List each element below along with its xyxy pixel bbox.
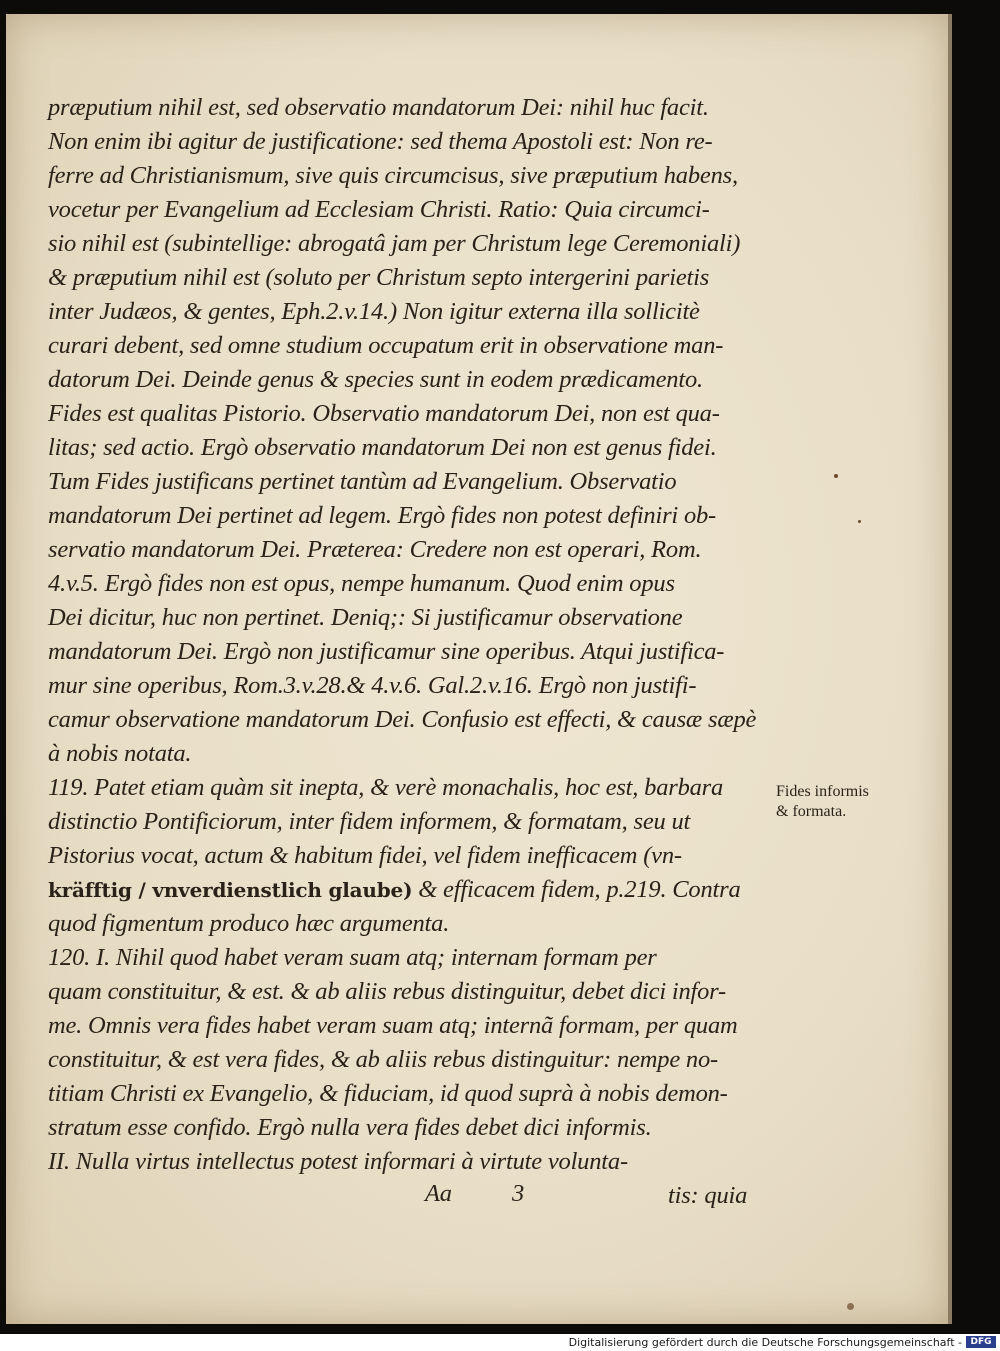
text-line: Tum Fides justificans pertinet tantùm ad Evangelium. Observatio [48, 468, 677, 495]
text-line: & præputium nihil est (soluto per Christum septo intergerini parietis [48, 264, 710, 291]
text-line: curari debent, sed omne studium occupatum erit in observatione man- [48, 332, 724, 359]
text-line: mur sine operibus, Rom.3.v.28.& 4.v.6. Gal.2.v.16. Ergò non justifi- [48, 672, 697, 699]
text-line: inter Judæos, & gentes, Eph.2.v.14.) Non igitur externa illa sollicitè [48, 298, 700, 325]
text-line: ferre ad Christianismum, sive quis circumcisus, sive præputium habens, [48, 162, 738, 189]
text-line: Non enim ibi agitur de justificatione: sed thema Apostoli est: Non re- [48, 128, 713, 155]
text-line: servatio mandatorum Dei. Præterea: Credere non est operari, Rom. [48, 536, 702, 563]
text-line: stratum esse confido. Ergò nulla vera fides debet dici informis. [48, 1114, 652, 1141]
text-line: Fides est qualitas Pistorio. Observatio mandatorum Dei, non est qua- [48, 400, 720, 427]
text-line: mandatorum Dei. Ergò non justificamur sine operibus. Atqui justifica- [48, 638, 725, 665]
text-line: sio nihil est (subintellige: abrogatâ jam per Christum lege Ceremoniali) [48, 230, 741, 257]
text-line: quod figmentum produco hæc argumenta. [48, 910, 450, 937]
text-line: Pistorius vocat, actum & habitum fidei, vel fidem inefficacem (vn- [48, 842, 682, 869]
german-gloss: kräfftig / vnverdienstlich glaube) [48, 878, 413, 902]
marginal-note-line: Fides informis [776, 783, 869, 800]
text-line: 4.v.5. Ergò fides non est opus, nempe humanum. Quod enim opus [48, 570, 675, 597]
marginal-note [776, 782, 869, 822]
text-line: datorum Dei. Deinde genus & species sunt in eodem prædicamento. [48, 366, 703, 393]
paragraph-119: 119. Patet etiam quàm sit inepta, & verè monachalis, hoc est, barbara [48, 774, 724, 801]
paper-stain [858, 520, 861, 523]
text-line: constituitur, & est vera fides, & ab aliis rebus distinguitur: nempe no- [48, 1046, 718, 1073]
text-fragment: & efficacem fidem, p.219. Contra [412, 876, 741, 903]
funding-credit: Digitalisierung gefördert durch die Deutsche Forschungsgemeinschaft - [568, 1336, 962, 1349]
paper-stain [847, 1303, 854, 1310]
signature-mark: Aa [425, 1180, 452, 1207]
text-line: quam constituitur, & est. & ab aliis rebus distinguitur, debet dici infor- [48, 978, 726, 1005]
mixed-script-line [48, 876, 741, 904]
text-line: camur observatione mandatorum Dei. Confusio est effecti, & causæ sæpè [48, 706, 757, 733]
text-line: distinctio Pontificiorum, inter fidem informem, & formatam, seu ut [48, 808, 691, 835]
paragraph-120: 120. I. Nihil quod habet veram suam atq; internam formam per [48, 944, 657, 971]
page-number: 3 [512, 1180, 525, 1207]
marginal-note-line: & formata. [776, 803, 847, 820]
text-line: à nobis notata. [48, 740, 192, 767]
paper-stain [834, 474, 838, 478]
catchword: tis: quia [668, 1182, 748, 1209]
dfg-logo: DFG [966, 1336, 996, 1348]
text-line: Dei dicitur, huc non pertinet. Deniq;: Si justificamur observatione [48, 604, 683, 631]
text-line: me. Omnis vera fides habet veram suam atq; internã formam, per quam [48, 1012, 738, 1039]
page-edge [948, 14, 952, 1324]
paragraph-ii: II. Nulla virtus intellectus potest informari à virtute volunta- [48, 1148, 628, 1175]
text-line: litas; sed actio. Ergò observatio mandatorum Dei non est genus fidei. [48, 434, 717, 461]
text-line: præputium nihil est, sed observatio mandatorum Dei: nihil huc facit. [48, 94, 709, 121]
text-line: titiam Christi ex Evangelio, & fiduciam, id quod suprà à nobis demon- [48, 1080, 728, 1107]
text-line: vocetur per Evangelium ad Ecclesiam Christi. Ratio: Quia circumci- [48, 196, 710, 223]
text-line: mandatorum Dei pertinet ad legem. Ergò fides non potest definiri ob- [48, 502, 717, 529]
